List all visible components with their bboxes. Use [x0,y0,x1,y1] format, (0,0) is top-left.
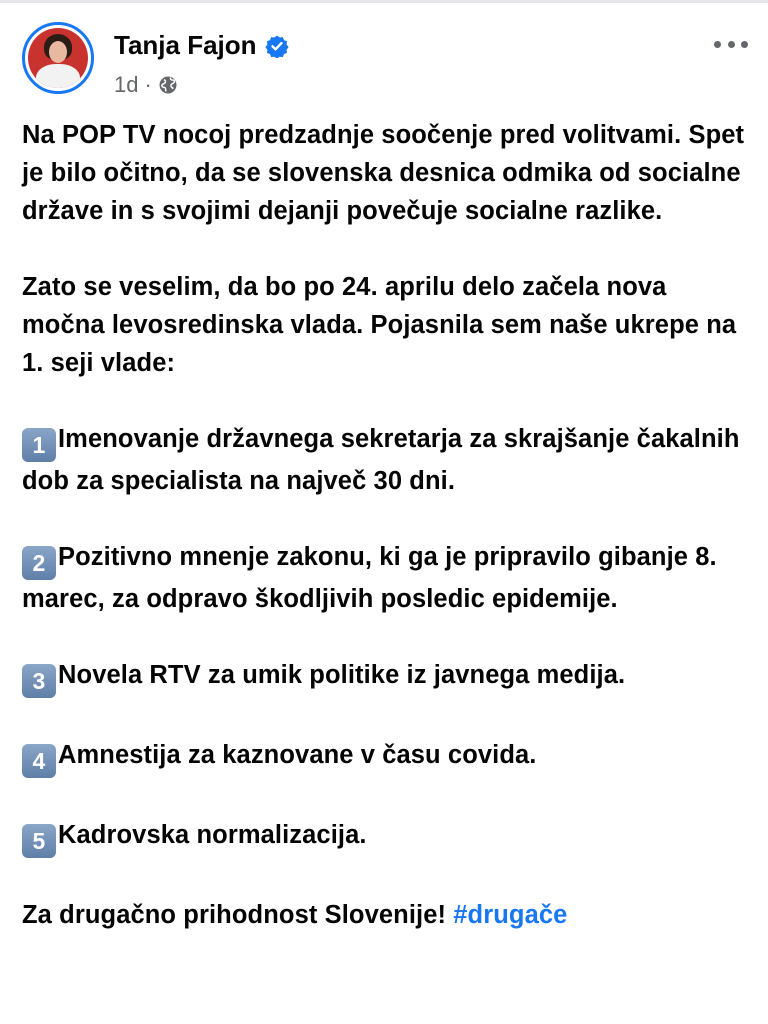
keycap-two-icon: 2 [22,546,56,580]
list-item-text: Novela RTV za umik politike iz javnega medija. [58,661,626,689]
top-divider [0,0,768,3]
globe-icon [158,75,178,95]
verified-badge-icon [265,34,289,58]
more-options-icon[interactable] [714,36,748,52]
post-closing [22,896,752,934]
list-item [22,816,752,858]
list-item-text: Kadrovska normalizacija. [58,821,367,849]
list-item-text: Amnestija za kaznovane v času covida. [58,741,537,769]
avatar-photo [28,28,88,88]
keycap-one-icon: 1 [22,428,56,462]
list-item [22,420,752,500]
meta-separator: · [144,72,152,97]
list-item [22,538,752,618]
avatar[interactable] [22,22,94,94]
closing-text: Za drugačno prihodnost Slovenije! [22,901,447,929]
list-item-text: Imenovanje državnega sekretarja za skrajšanje čakalnih dob za specialista na največ 30 dni. [22,425,740,495]
list-item-text: Pozitivno mnenje zakonu, ki ga je pripravilo gibanje 8. marec, za odpravo škodljivih posledic epidemije. [22,543,717,613]
hashtag-link[interactable]: #drugače [453,901,568,929]
list-item [22,656,752,698]
post-time[interactable]: 1d [114,72,139,97]
post-paragraph-intro: Na POP TV nocoj predzadnje soočenje pred volitvami. Spet je bilo očitno, da se slovenska desnica odmika od socialne države in s svojimi dejanji povečuje socialne razlike. [22,121,745,225]
author-name[interactable]: Tanja Fajon [114,30,257,60]
keycap-four-icon: 4 [22,744,56,778]
keycap-three-icon: 3 [22,664,56,698]
post-header [22,22,748,102]
keycap-five-icon: 5 [22,824,56,858]
post-paragraph-plan: Zato se veselim, da bo po 24. aprilu delo začela nova močna levosredinska vlada. Pojasnila sem naše ukrepe na 1. seji vlade: [22,273,737,377]
post-meta [114,72,178,98]
author-row [114,30,289,61]
post-body [22,116,752,934]
list-item [22,736,752,778]
